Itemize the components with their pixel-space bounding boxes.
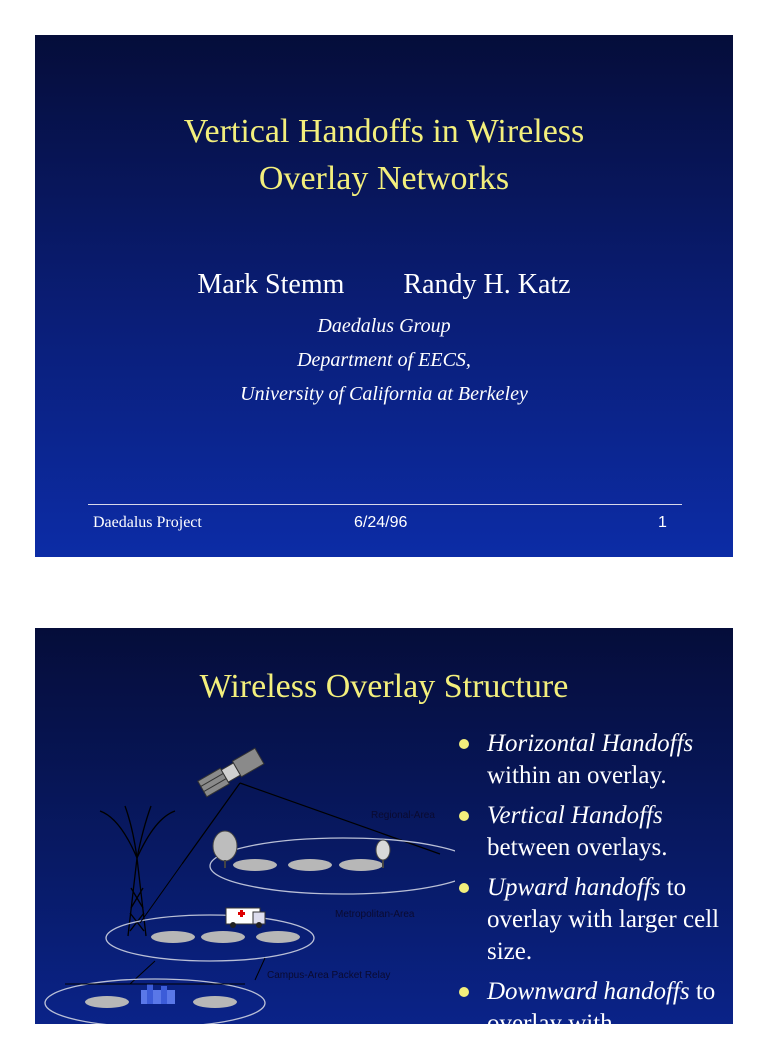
metro-cell bbox=[256, 931, 300, 943]
bullet-emphasis: Upward handoffs bbox=[487, 874, 661, 901]
label-regional-area: Regional-Area bbox=[371, 810, 435, 821]
campus-cell bbox=[193, 996, 237, 1008]
bullet-text: to overlay with bbox=[487, 978, 716, 1037]
label-campus-area: Campus-Area Packet Relay bbox=[267, 970, 391, 981]
satellite-icon bbox=[198, 748, 264, 797]
dish-antenna-icon bbox=[213, 831, 237, 868]
label-metropolitan-area: Metropolitan-Area bbox=[335, 909, 415, 920]
slide-title: Wireless Overlay Structure bbox=[199, 668, 569, 705]
author-stemm: Mark Stemm bbox=[197, 269, 345, 300]
title-slide bbox=[35, 35, 733, 557]
bullet-item bbox=[455, 728, 745, 792]
bullet-text: between overlays. bbox=[487, 834, 668, 861]
bullet-dot-icon bbox=[459, 987, 469, 997]
affiliation-group: Daedalus Group bbox=[317, 315, 451, 337]
bullet-text: within an overlay. bbox=[487, 762, 667, 789]
regional-cell bbox=[233, 859, 277, 871]
bullet-dot-icon bbox=[459, 739, 469, 749]
bullet-item bbox=[455, 976, 745, 1040]
regional-cell bbox=[339, 859, 383, 871]
bullet-text: to overlay with larger cell size. bbox=[487, 874, 720, 965]
regional-cell bbox=[288, 859, 332, 871]
overlay-structure-slide bbox=[35, 628, 733, 1037]
author-katz: Randy H. Katz bbox=[403, 269, 571, 300]
bullet-dot-icon bbox=[459, 883, 469, 893]
cell-tower-icon bbox=[100, 806, 175, 936]
bullet-item bbox=[455, 872, 745, 968]
overlay-diagram bbox=[35, 628, 455, 1024]
slide-title bbox=[35, 108, 733, 202]
footer-page-number: 1 bbox=[658, 514, 667, 531]
footer-rule bbox=[88, 504, 682, 505]
metro-cell bbox=[151, 931, 195, 943]
affiliation-univ: University of California at Berkeley bbox=[240, 383, 528, 405]
bullet-dot-icon bbox=[459, 811, 469, 821]
title-line-1: Vertical Handoffs in Wireless bbox=[183, 113, 585, 150]
bullet-emphasis: Vertical Handoffs bbox=[487, 802, 663, 829]
footer-date: 6/24/96 bbox=[354, 514, 408, 531]
bullet-emphasis: Horizontal Handoffs bbox=[487, 730, 694, 757]
authors bbox=[35, 269, 733, 301]
bullet-item bbox=[455, 800, 745, 864]
metro-cell bbox=[201, 931, 245, 943]
bullet-emphasis: Downward handoffs bbox=[487, 978, 690, 1005]
affiliation-dept: Department of EECS, bbox=[297, 349, 471, 371]
campus-cell bbox=[85, 996, 129, 1008]
title-line-2: Overlay Networks bbox=[258, 160, 510, 197]
footer-project: Daedalus Project bbox=[93, 514, 202, 531]
bullet-list bbox=[455, 728, 745, 1048]
ambulance-icon bbox=[226, 908, 265, 928]
building-icon bbox=[141, 984, 175, 1004]
